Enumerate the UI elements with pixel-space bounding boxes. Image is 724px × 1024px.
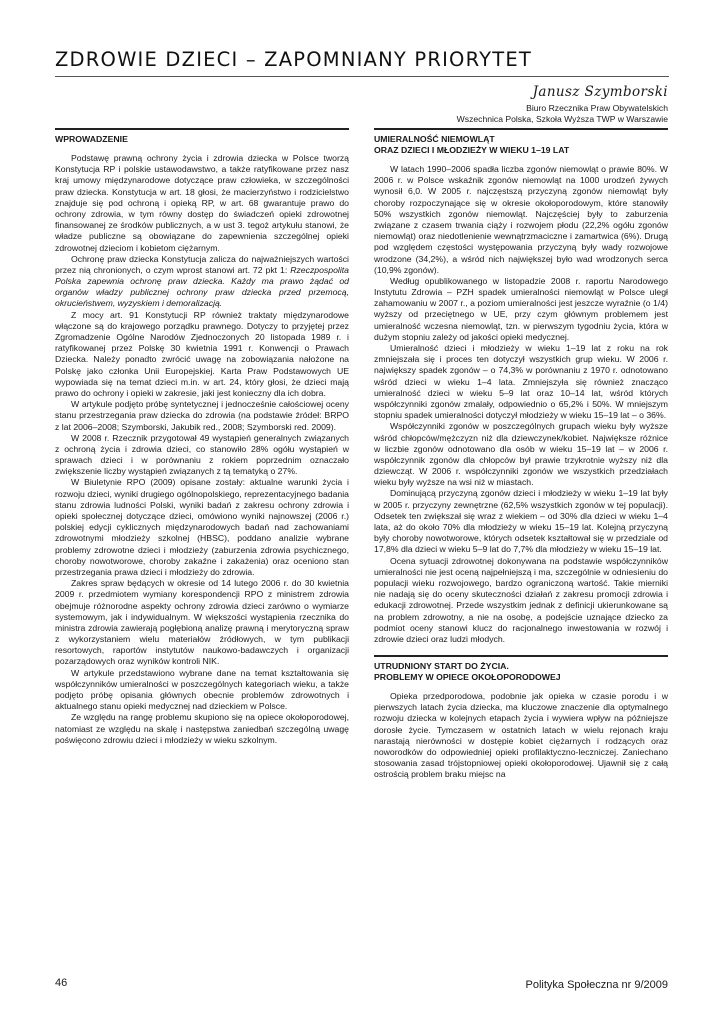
section-heading-perinatal	[374, 661, 668, 683]
section-heading-line: ORAZ DZIECI I MŁODZIEŻY W WIEKU 1–19 LAT	[374, 145, 570, 155]
section-rule	[374, 655, 668, 657]
paragraph: W 2008 r. Rzecznik przygotował 49 wystąpień generalnych związanych z ochroną życia i zdrowia dzieci, co stanowiło 28% ogółu wystąpień w sprawach dzieci i w porównaniu z rokiem poprzednim oznaczało zwiększenie liczby wystąpień związanych z tą tematyką o 27%.	[55, 432, 349, 477]
paragraph: Współczynniki zgonów w poszczególnych grupach wieku były wyższe wśród chłopców/mężczyzn niż dla dziewczynek/kobiet. Największe różnice w liczbie zgonów odnotowano dla osób w wieku 15–19 lat – w 2006 r. współczynnik zgonów dla chłopców był prawie trzykrotnie wyższy niż dla dziewcząt. W 2006 r. współczynniki zgonów we wszystkich przedziałach wieku były wyższe na wsi niż w miastach.	[374, 421, 668, 488]
section-heading-introduction: WPROWADZENIE	[55, 134, 128, 144]
right-column	[374, 128, 668, 781]
paragraph: W artykule podjęto próbę syntetycznej i jednocześnie całościowej oceny stanu przestrzegania praw dziecka do zdrowia (na podstawie źródeł: BRPO z lat 2006–2008; Szymborski, Jakubik red., 2008; Szymborski red. 2009).	[55, 399, 349, 432]
paragraph: Dominującą przyczyną zgonów dzieci i młodzieży w wieku 1–19 lat były w 2005 r. przyczyny zewnętrzne (62,5% wszystkich zgonów w tej populacji). Odsetek ten zwiększał się wraz z wiekiem – od 30% dla dzieci w wieku 1–4 lata, aż do około 70% dla młodzieży w wieku 15–19 lat. Kolejną przyczyną były choroby nowotworowe, których odsetek kształtował się w przedziale od 17,8% dla dzieci w wieku 5–9 lat do 7,7% dla młodzieży w wieku 15–19 lat.	[374, 488, 668, 555]
paragraph: Z mocy art. 91 Konstytucji RP również traktaty międzynarodowe włączone są do krajowego porządku prawnego. Dotyczy to przyjętej przez Zgromadzenie Ogólne Narodów Zjednoczonych 20 listopada 1989 r. i ratyfikowanej przez Polskę 30 kwietnia 1991 r. Konwencji o Prawach Dziecka. Należy ponadto zwrócić uwagę na zobowiązania nałożone na Polskę jako członka Unii Europejskiej. Karta Praw Podstawowych UE wypowiada się na temat dzieci m.in. w art. 24, który głosi, że dzieci mają prawo do ochrony i opieki w zakresie, jaki jest konieczny dla ich dobra.	[55, 309, 349, 398]
paragraph: W artykule przedstawiono wybrane dane na temat kształtowania się współczynników umieralności w poszczególnych kategoriach wieku, a także podjęto próbę opisania głównych obecnie problemów zdrowotnych i aktualnego stanu opieki medycznej nad dzieckiem w Polsce.	[55, 667, 349, 712]
author-affiliation-2: Wszechnica Polska, Szkoła Wyższa TWP w Warszawie	[456, 114, 668, 124]
paragraph-text: Ochronę praw dziecka Konstytucja zalicza do najważniejszych wartości przez nią chronionych, o czym wprost stanowi art. 72 pkt 1:	[55, 253, 349, 275]
section-spacer	[374, 645, 668, 655]
author-affiliation-1: Biuro Rzecznika Praw Obywatelskich	[526, 103, 668, 113]
paragraph: Podstawę prawną ochrony życia i zdrowia dziecka w Polsce tworzą Konstytucja RP i polskie ustawodawstwo, a także ratyfikowane przez nasz kraj umowy międzynarodowe dotyczące praw człowieka, w szczególności praw dziecka. Konstytucja w art. 18 głosi, że macierzyństwo i rodzicielstwo znajduje się pod ochroną i opieką RP, w art. 68 gwarantuje prawo do ochrony zdrowia, w tym równy dostęp do świadczeń opieki zdrowotnej finansowanej ze środków publicznych, a w ust 3. tegoż artykułu stanowi, że władze publiczne są obowiązane do zapewnienia szczególnej opieki zdrowotnej dzieciom i kobietom ciężarnym.	[55, 153, 349, 253]
section-heading-mortality	[374, 134, 668, 156]
section-rule	[374, 128, 668, 130]
title-rule	[55, 76, 669, 77]
journal-footer: Polityka Społeczna nr 9/2009	[525, 979, 668, 991]
constitution-quote: Rzeczpospolita Polska zapewnia ochronę praw dziecka. Każdy ma prawo żądać od organów władzy publicznej ochrony praw dziecka przed przemocą, okrucieństwem, wyzyskiem i demoralizacją.	[55, 264, 349, 309]
page-number: 46	[55, 977, 68, 989]
paragraph: Zakres spraw będących w okresie od 14 lutego 2006 r. do 30 kwietnia 2009 r. przedmiotem wymiany korespondencji RPO z ministrem zdrowia obejmuje różnorodne aspekty ochrony zdrowia dzieci zarówno o wymiarze systemowym, jak i indywidualnym. W większości wystąpienia rzecznika do ministra zdrowia zawierają pogłębioną analizę prawną i merytoryczną spraw z wykorzystaniem wielu materiałów źródłowych, w tym publikacji resortowych, raportów instytutów naukowo-badawczych i organizacji pozarządowych oraz wyników kontroli NIK.	[55, 578, 349, 667]
paragraph	[55, 254, 349, 310]
section-rule	[55, 128, 349, 130]
paragraph: Umieralność dzieci i młodzieży w wieku 1–19 lat z roku na rok zmniejszała się i proces ten dotyczył wszystkich grup wieku. W 2006 r. największy spadek zgonów – o 74,3% w porównaniu z 1970 r. odnotowano wśród dzieci w wieku 1–4 lata. Zmniejszyła się również znacząco umieralność dzieci w wieku 5–9 lat oraz 10–14 lat, wśród których współczynniki zgonów zmalały, odpowiednio o 65,2% i 50%. W mniejszym stopniu spadek umieralności dotyczył młodzieży w wieku 15–19 lat – o 36%.	[374, 343, 668, 421]
paragraph: Ze względu na rangę problemu skupiono się na opiece okołoporodowej, natomiast ze względu na skalę i następstwa zaniedbań szczególną uwagę poświęcono zdrowiu dzieci i młodzieży w wieku szkolnym.	[55, 712, 349, 745]
article-title: ZDROWIE DZIECI – ZAPOMNIANY PRIORYTET	[55, 48, 532, 71]
paragraph: W latach 1990–2006 spadła liczba zgonów niemowląt o prawie 80%. W 2006 r. w Polsce wskaźnik zgonów niemowląt na 1000 urodzeń żywych wynosił 6,0. W 2005 r. najczęstszą przyczyną zgonów niemowląt były choroby rozpoczynające się w okresie okołoporodowym, które stanowiły 50% wszystkich zgonów niemowląt. Najczęściej były to zaburzenia związane z czasem trwania ciąży i rozwojem płodu (22,2% ogółu zgonów niemowląt) oraz niedotlenienie wewnątrzmaciczne i zamartwica (6%). Drugą pod względem częstości występowania przyczyną były wady rozwojowe wrodzone (34,2%), a wśród nich największej było wad wrodzonych serca (10,9% zgonów).	[374, 164, 668, 275]
left-column	[55, 128, 349, 746]
paragraph: Ocena sytuacji zdrowotnej dokonywana na podstawie współczynników umieralności nie jest oceną najpełniejszą i ma, szczególnie w odniesieniu do populacji wieku rozwojowego, bardzo ograniczoną wartość. Takie mierniki nie nadają się do oceny skuteczności działań z zakresu promocji zdrowia i edukacji zdrowotnej. Przede wszystkim jednak z definicji ukierunkowane są na problem zdrowotny, a nie na osobę, a podejście uznające dziecko za podmiot oceny stanowi klucz do racjonalnego inwestowania w rozwój i zdrowie dzieci oraz ludzi młodych.	[374, 555, 668, 644]
paragraph: Według opublikowanego w listopadzie 2008 r. raportu Narodowego Instytutu Zdrowia – PZH spadek umieralności niemowląt w Polsce uległ zahamowaniu w 2007 r., a poziom umieralności jest jeszcze wyraźnie (o 1/4) wyższy od przeciętnego w UE, przy czym głównym problemem jest umieralność wczesna niemowląt, tzn. w pierwszym tygodniu życia, która w dużym stopniu zależy od jakości opieki medycznej.	[374, 275, 668, 342]
paragraph: W Biuletynie RPO (2009) opisane zostały: aktualne warunki życia i rozwoju dzieci, wyniki drugiego ogólnopolskiego, reprezentacyjnego badania stanu zdrowia ludności Polski, wyniki badań z zakresu ochrony zdrowia i opieki społecznej dotyczące dzieci, omówiono wyniki najnowszej (2006 r.) polskiej edycji cyklicznych międzynarodowych badań nad zachowaniami zdrowotnymi młodzieży szkolnej (HBSC), poddano analizie wybrane problemy zdrowotne dzieci i młodzieży (zaburzenia zdrowia psychicznego, choroby nowotworowe, choroby zakaźne i zakażenia) oraz oceniono stan przestrzegania prawa dzieci i młodzieży do zdrowia.	[55, 477, 349, 577]
section-heading-line: UTRUDNIONY START DO ŻYCIA.	[374, 661, 509, 672]
section-heading-line: PROBLEMY W OPIECE OKOŁOPORODOWEJ	[374, 672, 561, 683]
section-heading-line: UMIERALNOŚĆ NIEMOWLĄT	[374, 134, 495, 144]
paragraph: Opieka przedporodowa, podobnie jak opieka w czasie porodu i w pierwszych latach życia dziecka, ma kluczowe znaczenie dla optymalnego rozwoju dziecka w kolejnych etapach życia i wywiera wpływ na późniejsze dorosłe życie. Tymczasem w ostatnich latach w wielu rejonach kraju narastają nierówności w dostępie kobiet ciężarnych i rodzących oraz noworodków do odpowiedniej opieki profilaktyczno-leczniczej. Zaniechano stosowania zasad trójstopniowej opieki okołoporodowej. Ujawnił się z całą ostrością problem braku miejsc na	[374, 691, 668, 780]
author-name: Janusz Szymborski	[532, 84, 668, 100]
author-block	[457, 84, 668, 125]
